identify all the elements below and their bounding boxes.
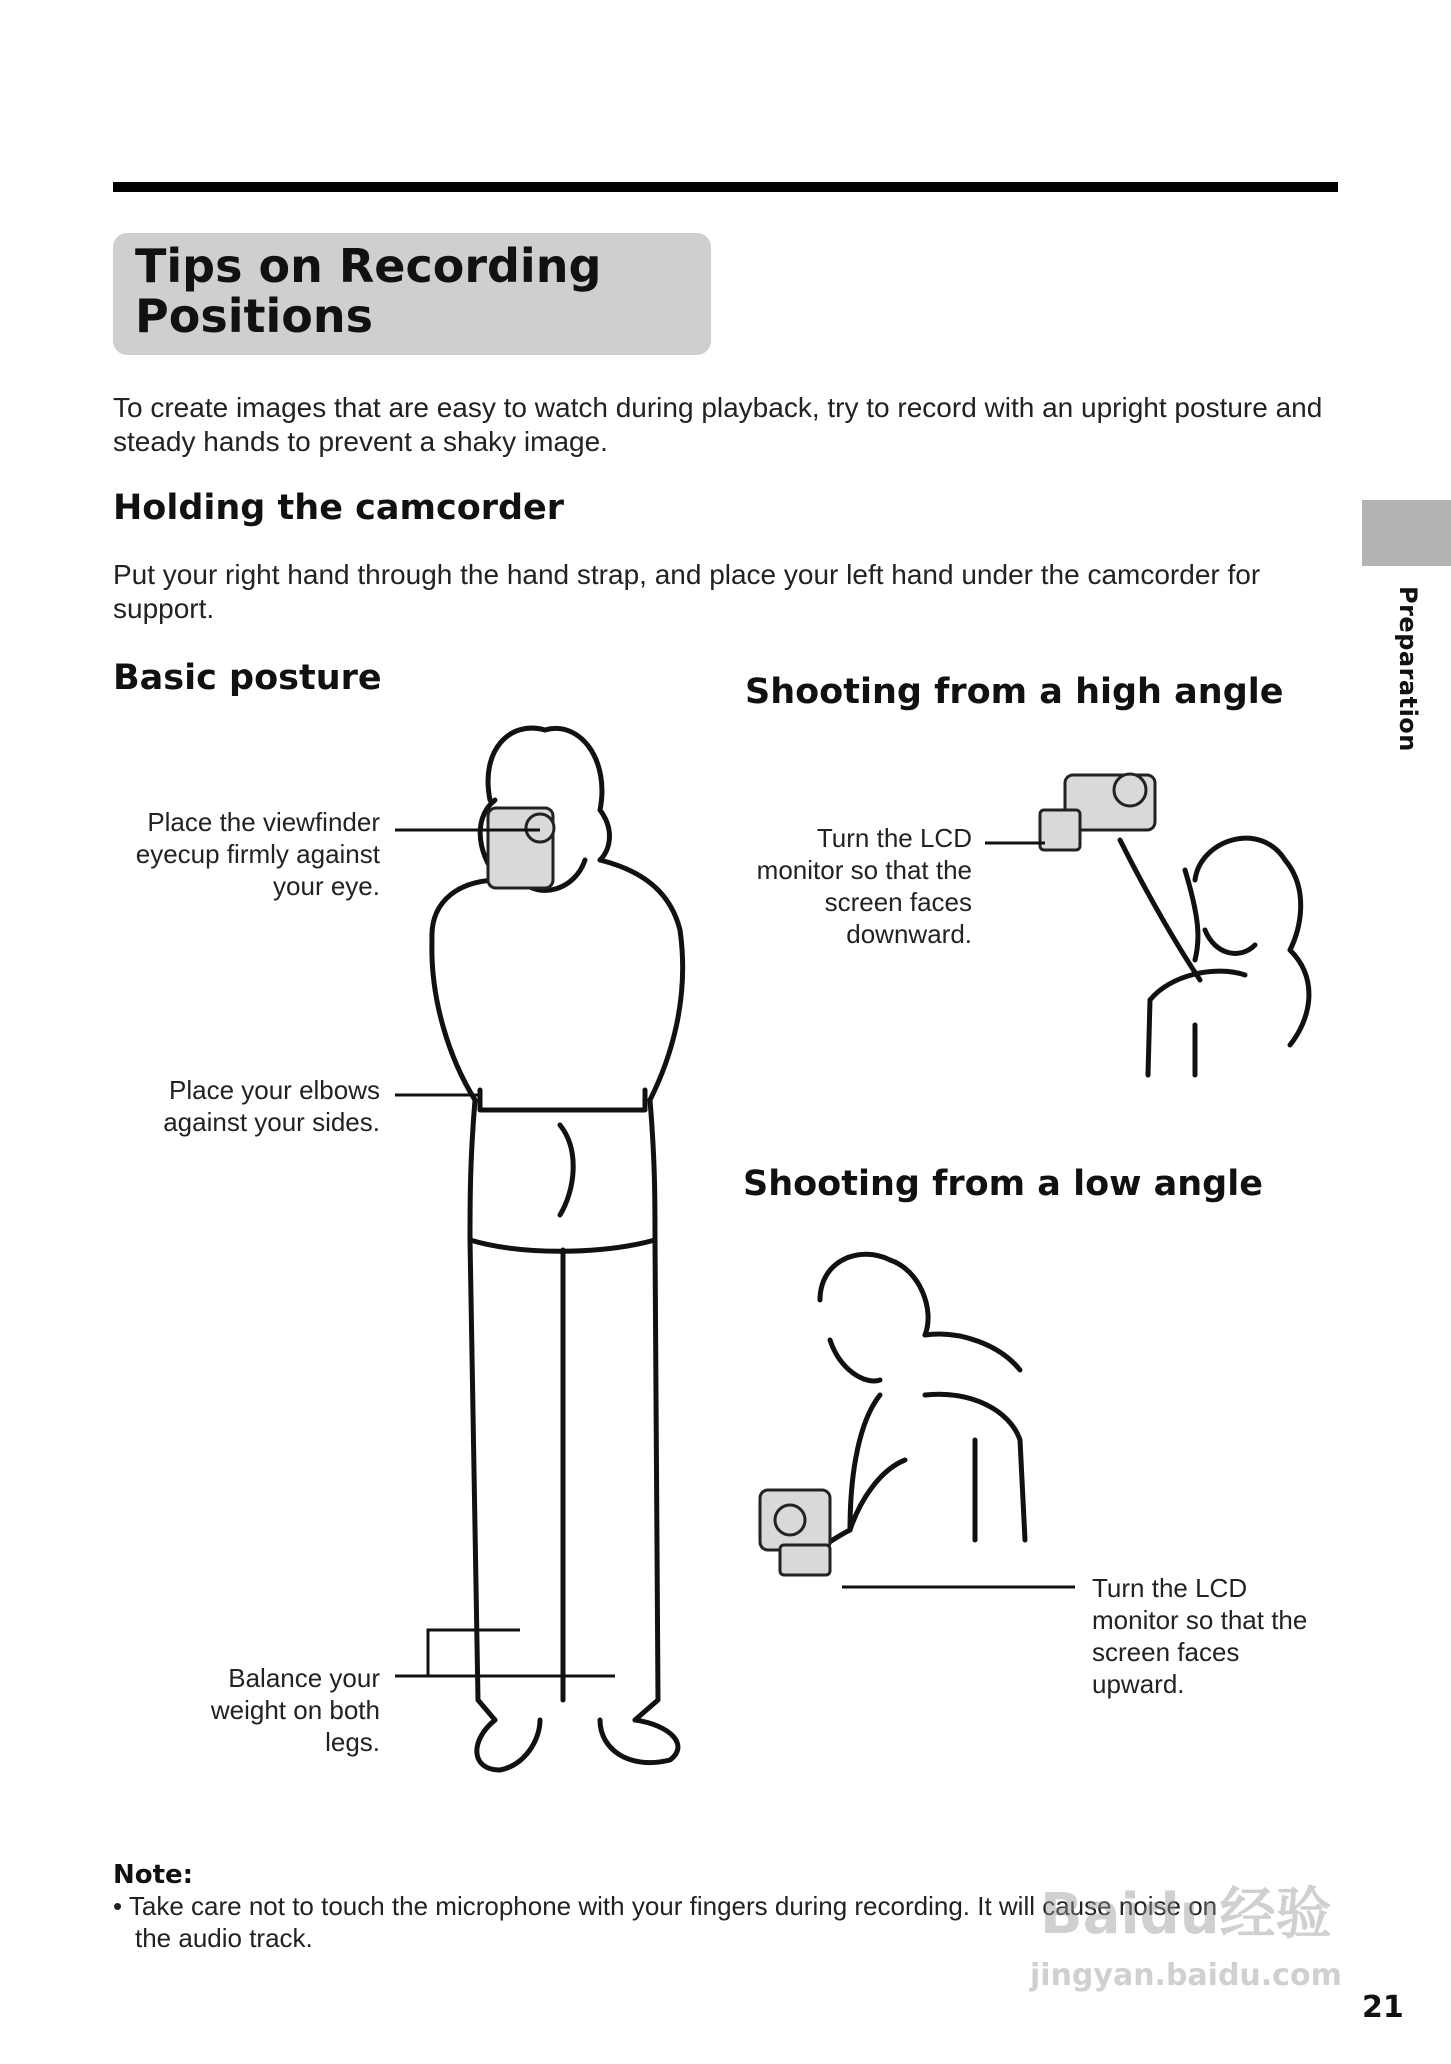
callout-high-line: downward. [846, 919, 972, 949]
watermark-logo: Baidu经验 [1040, 1882, 1332, 1947]
section-title-line1: Tips on Recording [135, 239, 602, 293]
leader-legs [395, 1630, 615, 1676]
callout-legs-line: weight on both [210, 1695, 380, 1725]
callout-legs-line: Balance your [228, 1663, 380, 1693]
note-line1: Take care not to touch the microphone with your fingers during recording. It will cause noise on [128, 1891, 1218, 1921]
intro-paragraph: To create images that are easy to watch during playback, try to record with an upright posture and steady hands to prevent a shaky image. [113, 392, 1323, 457]
callout-viewfinder-line: eyecup firmly against [135, 839, 380, 869]
chapter-label: Preparation [1394, 586, 1422, 752]
low-angle-heading: Shooting from a low angle [743, 1164, 1263, 1204]
basic-posture-heading: Basic posture [113, 658, 382, 698]
callout-high-line: Turn the LCD [816, 823, 972, 853]
note-bullet: • [113, 1891, 123, 1921]
holding-paragraph: Put your right hand through the hand strap, and place your left hand under the camcorder for support. [113, 559, 1261, 624]
callout-elbows-line: Place your elbows [169, 1075, 380, 1105]
watermark-url: jingyan.baidu.com [1030, 1958, 1342, 1993]
callout-low-line: monitor so that the [1092, 1605, 1308, 1635]
callout-elbows-line: against your sides. [163, 1107, 380, 1137]
callout-low-line: screen faces [1092, 1637, 1240, 1667]
low-angle-figure [760, 1254, 1025, 1575]
high-angle-heading: Shooting from a high angle [745, 672, 1284, 712]
note-label: Note: [113, 1860, 194, 1890]
basic-posture-figure [432, 728, 683, 1770]
callout-low-line: upward. [1092, 1669, 1185, 1699]
holding-heading: Holding the camcorder [113, 488, 565, 528]
callout-high-line: monitor so that the [756, 855, 972, 885]
callout-viewfinder-line: Place the viewfinder [147, 807, 380, 837]
callout-legs-line: legs. [325, 1727, 380, 1757]
callout-viewfinder-line: your eye. [273, 871, 380, 901]
high-angle-figure [1040, 774, 1309, 1075]
section-title-line2: Positions [135, 289, 373, 343]
page-number: 21 [1362, 1990, 1404, 2025]
callout-low-line: Turn the LCD [1092, 1573, 1248, 1603]
note-line2: the audio track. [135, 1923, 313, 1953]
callout-high-line: screen faces [824, 887, 972, 917]
